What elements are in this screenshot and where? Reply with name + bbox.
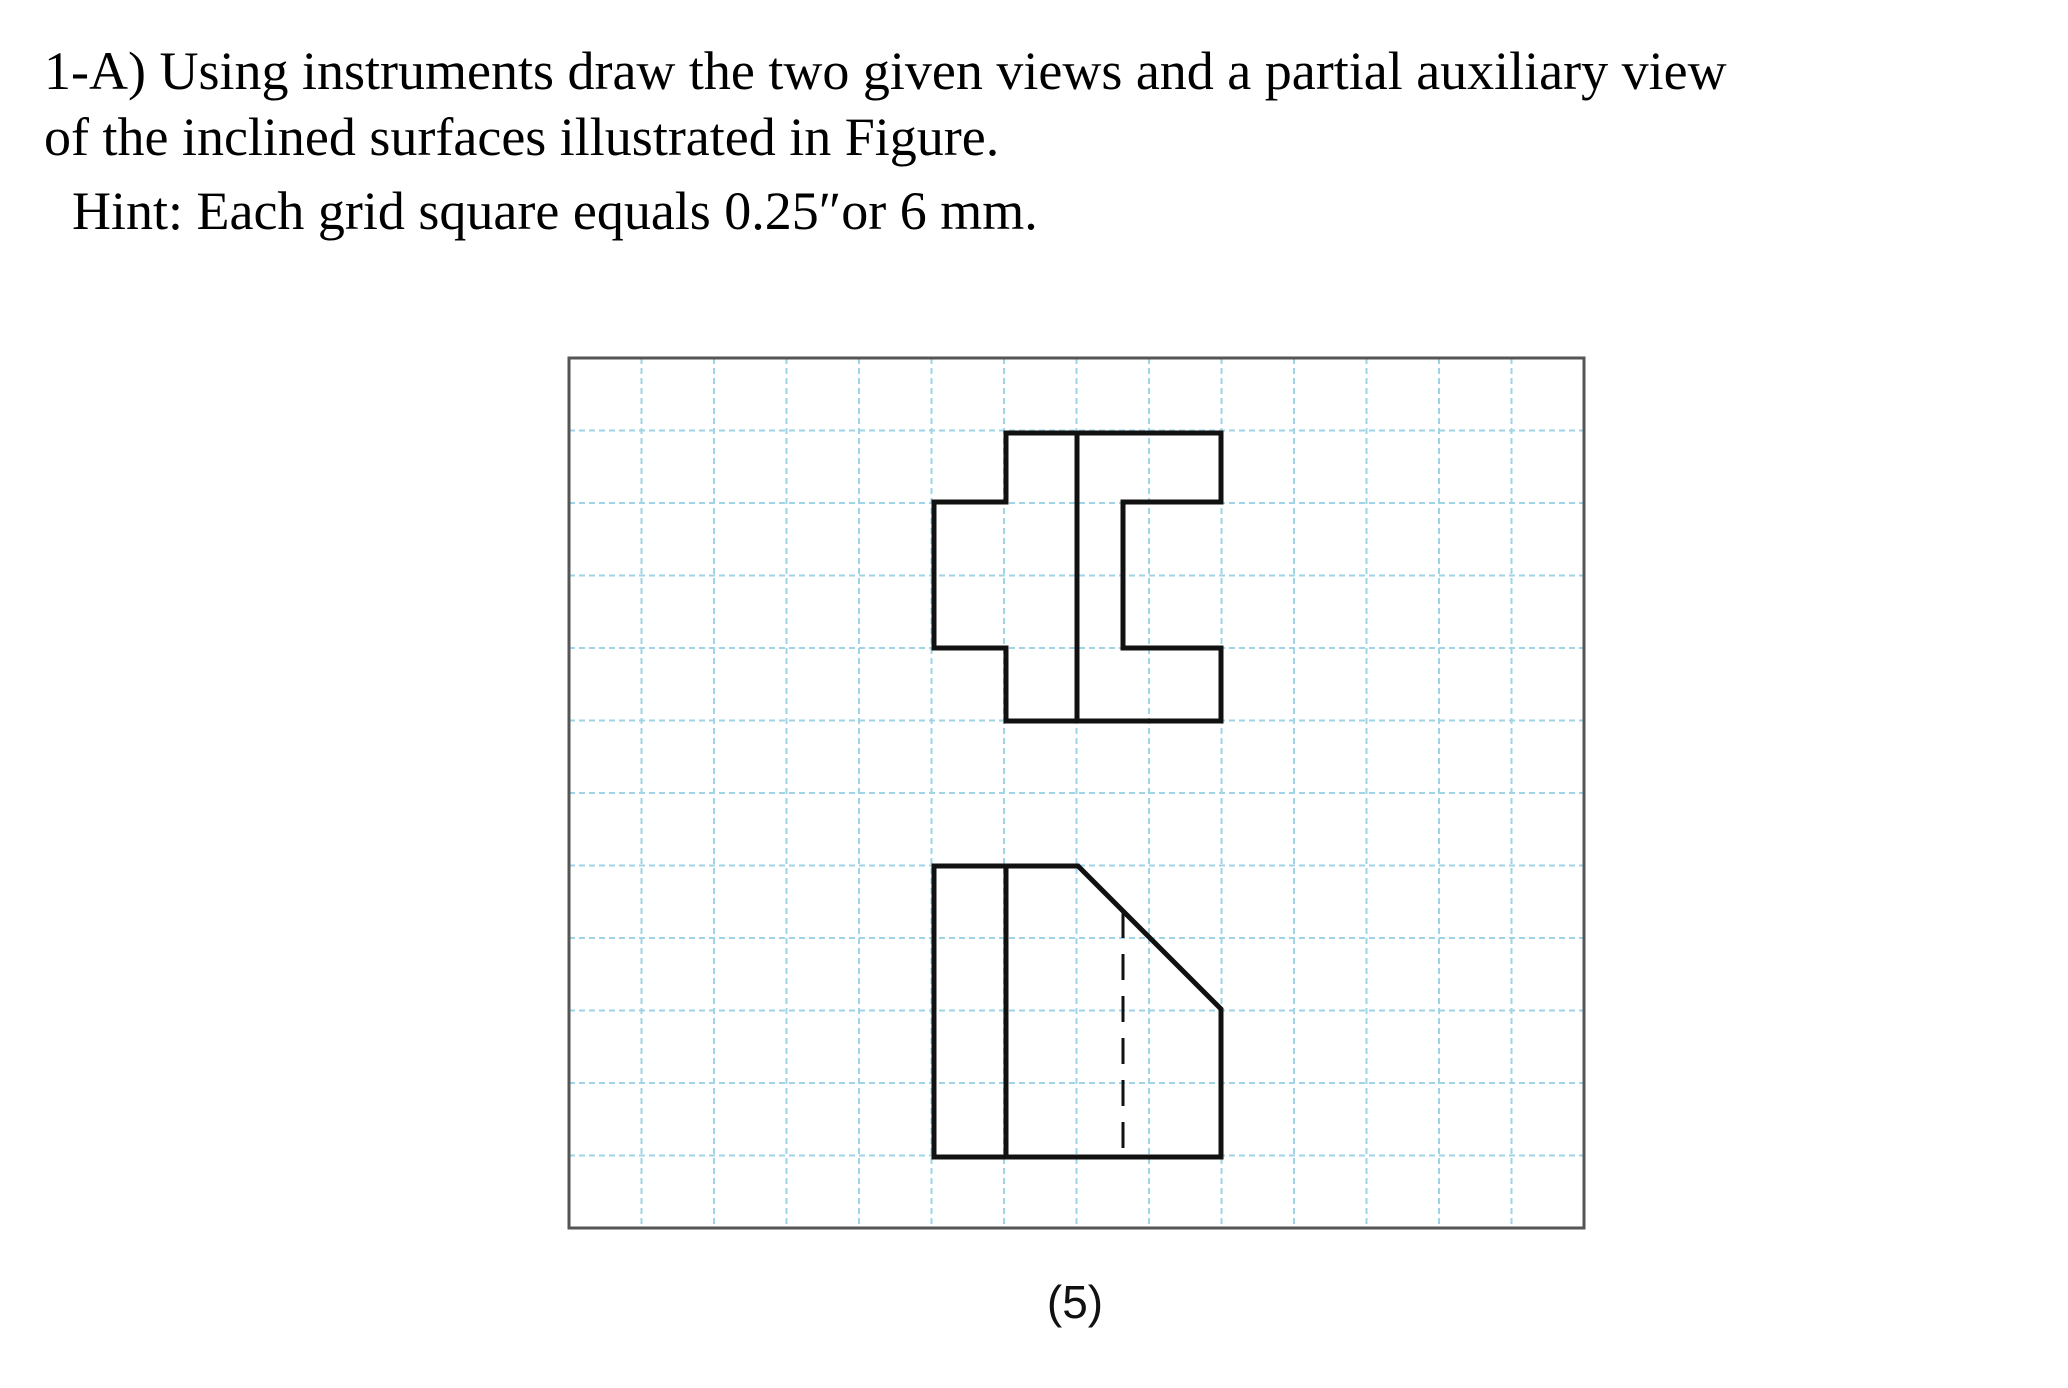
problem-line-2: of the inclined surfaces illustrated in Figure. (44, 107, 1000, 167)
top-view (934, 433, 1221, 721)
problem-line-1: 1-A) Using instruments draw the two given views and a partial auxiliary view (44, 41, 1727, 101)
problem-hint: Hint: Each grid square equals 0.25″or 6 mm. (72, 181, 1038, 241)
figure-label: (5) (1046, 1276, 1104, 1328)
